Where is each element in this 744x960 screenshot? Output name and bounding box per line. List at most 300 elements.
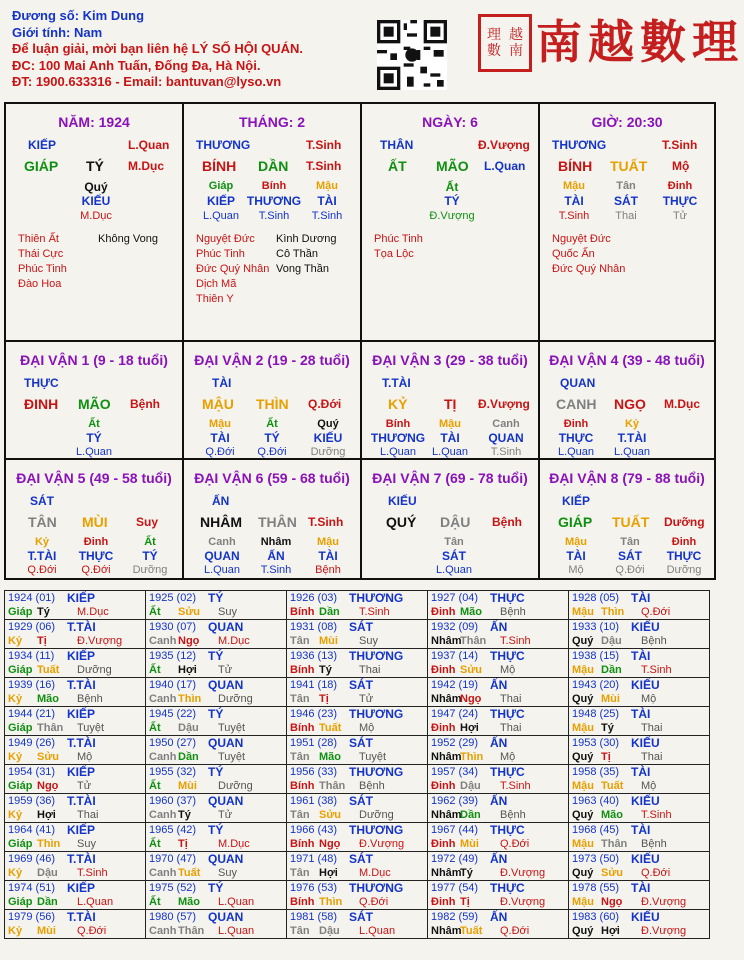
hidden-ts: Q.Đới (205, 446, 235, 458)
annual-chi: Mão (178, 896, 200, 908)
dai-van-title: ĐẠI VẬN 3 (29 - 38 tuổi) (372, 352, 528, 368)
annual-ts: L.Quan (77, 896, 114, 908)
annual-chi: Hợi (37, 809, 56, 821)
bazi-chart (4, 102, 716, 580)
annual-cell (569, 852, 710, 881)
hidden-sao: QUAN (204, 549, 240, 563)
year-label: 1925 (02) (149, 592, 197, 604)
hidden-ts: L.Quan (75, 446, 113, 458)
annual-ts: Tử (218, 809, 233, 821)
annual-chi: Dậu (178, 722, 199, 734)
annual-chi: Dần (319, 606, 340, 618)
year-label: 1952 (29) (431, 737, 479, 749)
annual-can: Mậu (572, 722, 594, 734)
table-row (5, 794, 710, 823)
dai-van-can: GIÁP (558, 514, 593, 530)
dai-van-ts: Bệnh (492, 515, 522, 529)
pillar-chi: DẦN (258, 158, 289, 174)
annual-cell (569, 591, 710, 620)
dai-van-can: CANH (556, 396, 597, 412)
annual-chi: Ngọ (601, 896, 623, 908)
annual-ts: Tuyệt (218, 751, 246, 763)
hidden-stem: Kỷ (34, 536, 50, 548)
annual-ts: M.Dục (77, 606, 109, 618)
annual-can: Mậu (572, 838, 594, 850)
annual-sao: THỰC (490, 591, 525, 605)
annual-sao: TÀI (631, 881, 651, 895)
hidden-sao: TÀI (210, 431, 230, 445)
annual-chi: Mão (37, 693, 59, 705)
year-label: 1947 (24) (431, 708, 479, 720)
annual-can: Ất (149, 780, 161, 792)
star: Vong Thần (276, 263, 330, 275)
annual-chi: Mão (460, 606, 482, 618)
annual-chi: Sửu (178, 606, 201, 618)
pillar-title: NGÀY: 6 (422, 114, 478, 130)
dai-van-chi: MÃO (78, 396, 111, 412)
annual-chi: Mùi (178, 780, 197, 792)
annual-sao: THỰC (490, 765, 525, 779)
annual-cell (428, 591, 569, 620)
hidden-stem: Canh (208, 536, 236, 548)
annual-cell (146, 649, 287, 678)
annual-ts: Suy (218, 867, 237, 879)
annual-can: Kỷ (8, 635, 23, 647)
year-label: 1926 (03) (290, 592, 338, 604)
hidden-ts: M.Dục (80, 210, 112, 222)
annual-sao: ẤN (490, 678, 508, 692)
annual-can: Bính (290, 896, 315, 908)
hidden-stem: Nhâm (260, 536, 292, 548)
annual-cell (428, 620, 569, 649)
hidden-sao: QUAN (488, 431, 524, 445)
annual-sao: SÁT (349, 736, 373, 750)
year-label: 1935 (12) (149, 650, 197, 662)
dai-van-sao: KIẾU (388, 494, 417, 508)
annual-chi: Tị (601, 751, 611, 763)
seal-char: 南 (509, 43, 523, 59)
star: Kình Dương (276, 233, 337, 245)
dai-van-ts: Bệnh (130, 397, 160, 411)
hidden-sao: THỰC (662, 194, 698, 208)
annual-ts: Bệnh (500, 606, 526, 618)
annual-can: Tân (290, 693, 310, 705)
year-label: 1924 (01) (8, 592, 56, 604)
annual-ts: Mộ (641, 780, 657, 792)
annual-can: Đinh (431, 722, 456, 734)
annual-sao: QUAN (208, 794, 244, 808)
header-info (12, 8, 303, 91)
annual-chi: Tị (460, 896, 470, 908)
annual-can: Kỷ (8, 809, 23, 821)
annual-chi: Thìn (601, 606, 625, 618)
annual-ts: Thai (500, 722, 522, 734)
annual-chi: Dần (178, 751, 199, 763)
year-label: 1945 (22) (149, 708, 197, 720)
dai-van-chi: TỊ (444, 396, 457, 412)
annual-chi: Ngọ (319, 838, 341, 850)
pillar-title: THÁNG: 2 (238, 114, 306, 130)
hidden-ts: L.Quan (202, 210, 240, 222)
annual-luck-table (4, 590, 710, 939)
pillar-top-sao: THÂN (380, 138, 414, 152)
year-label: 1927 (04) (431, 592, 479, 604)
hidden-sao: THƯƠNG (370, 431, 426, 445)
annual-can: Mậu (572, 780, 594, 792)
annual-sao: TÝ (208, 881, 224, 895)
annual-cell (146, 678, 287, 707)
year-label: 1983 (60) (572, 911, 620, 923)
year-label: 1944 (21) (8, 708, 56, 720)
annual-chi: Tuất (601, 780, 624, 792)
annual-chi: Tuất (178, 867, 201, 879)
annual-ts: Tử (359, 693, 374, 705)
annual-can: Mậu (572, 896, 594, 908)
annual-sao: KIẾU (631, 794, 660, 808)
year-label: 1953 (30) (572, 737, 620, 749)
annual-chi: Tuất (37, 664, 60, 676)
dai-van-title: ĐẠI VẬN 1 (9 - 18 tuổi) (20, 352, 168, 368)
pillar-top-ts: L.Quan (128, 138, 170, 152)
annual-can: Ất (149, 896, 161, 908)
annual-cell (428, 649, 569, 678)
year-label: 1961 (38) (290, 795, 338, 807)
dai-van-chi: MÙI (82, 514, 108, 530)
annual-cell (428, 707, 569, 736)
annual-cell (569, 794, 710, 823)
star: Đức Quý Nhân (196, 263, 270, 275)
dai-van-ts: Suy (136, 515, 159, 529)
pillar-day (362, 104, 540, 342)
annual-cell (428, 910, 569, 939)
annual-cell (5, 649, 146, 678)
dai-van-sao: KIẾP (562, 494, 591, 508)
dai-van-7 (362, 460, 540, 578)
annual-cell (569, 678, 710, 707)
annual-cell (428, 794, 569, 823)
annual-sao: SÁT (349, 852, 373, 866)
dai-van-5 (6, 460, 184, 578)
annual-sao: KIẾP (67, 881, 96, 895)
hidden-ts: L.Quan (613, 446, 651, 458)
annual-ts: Mộ (500, 664, 516, 676)
dai-van-chi: TUẤT (612, 514, 650, 530)
annual-ts: Mộ (359, 722, 375, 734)
annual-ts: Bệnh (500, 809, 526, 821)
stars-right (98, 232, 158, 247)
annual-chi: Thìn (319, 896, 343, 908)
annual-ts: Đ.Vượng (359, 838, 405, 850)
year-label: 1942 (19) (431, 679, 479, 691)
annual-ts: Đ.Vượng (641, 896, 687, 908)
dai-van-chi: DẬU (440, 514, 471, 530)
star: Quốc Ấn (552, 248, 595, 260)
annual-chi: Thân (37, 722, 64, 734)
annual-can: Quý (572, 809, 594, 821)
annual-ts: Thai (641, 751, 663, 763)
annual-cell (569, 823, 710, 852)
annual-can: Đinh (431, 896, 456, 908)
annual-chi: Thân (319, 780, 346, 792)
annual-sao: TÀI (631, 823, 651, 837)
year-label: 1965 (42) (149, 824, 197, 836)
annual-can: Nhâm (431, 925, 462, 937)
annual-can: Đinh (431, 606, 456, 618)
annual-chi: Hợi (319, 867, 338, 879)
year-label: 1939 (16) (8, 679, 56, 691)
pillar-top-ts: Đ.Vượng (478, 138, 530, 152)
pillar-chi-ts: M.Dục (128, 159, 164, 173)
annual-cell (5, 794, 146, 823)
annual-can: Canh (149, 751, 177, 763)
qr-code-icon[interactable] (377, 20, 447, 90)
annual-cell (287, 678, 428, 707)
hidden-sao: KIẾU (313, 431, 343, 445)
annual-can: Đinh (431, 664, 456, 676)
annual-cell (428, 678, 569, 707)
hidden-ts: L.Quan (379, 446, 417, 458)
annual-cell (5, 591, 146, 620)
dai-van-title: ĐẠI VẬN 2 (19 - 28 tuổi) (194, 352, 350, 368)
dai-van-title: ĐẠI VẬN 4 (39 - 48 tuổi) (549, 352, 705, 368)
annual-chi: Ngọ (37, 780, 59, 792)
phone-email-line: ĐT: 1900.633316 - Email: bantuvan@lyso.vn (12, 74, 282, 89)
hidden-sao: TÝ (444, 194, 460, 208)
annual-cell (428, 736, 569, 765)
dai-van-4 (540, 342, 714, 460)
annual-chi: Thìn (37, 838, 61, 850)
annual-can: Giáp (8, 606, 33, 618)
annual-chi: Thân (178, 925, 205, 937)
annual-can: Canh (149, 925, 177, 937)
annual-sao: SÁT (349, 678, 373, 692)
hidden-stem: Quý (84, 180, 108, 194)
hidden-ts: Q.Đới (81, 564, 111, 576)
annual-chi: Ngọ (460, 693, 482, 705)
annual-cell (5, 765, 146, 794)
year-label: 1981 (58) (290, 911, 338, 923)
dai-van-ts: Đ.Vượng (478, 397, 530, 411)
annual-cell (5, 881, 146, 910)
year-label: 1970 (47) (149, 853, 197, 865)
annual-sao: THƯƠNG (349, 765, 404, 779)
annual-sao: KIẾP (67, 707, 96, 721)
annual-chi: Tị (319, 693, 329, 705)
annual-can: Quý (572, 635, 594, 647)
annual-sao: ẤN (490, 910, 508, 924)
annual-sao: TÝ (208, 649, 224, 663)
annual-sao: T.TÀI (67, 794, 96, 808)
annual-cell (5, 620, 146, 649)
annual-chi: Thân (601, 838, 628, 850)
hidden-sao: T.TÀI (617, 431, 647, 445)
dai-van-can: KỶ (388, 396, 408, 412)
year-label: 1967 (44) (431, 824, 479, 836)
dai-van-can: MẬU (202, 396, 234, 412)
annual-can: Kỷ (8, 693, 23, 705)
hidden-stem: Mậu (565, 536, 587, 548)
annual-chi: Mão (601, 809, 623, 821)
annual-ts: L.Quan (359, 925, 396, 937)
dai-van-can: NHÂM (200, 514, 242, 530)
annual-cell (569, 765, 710, 794)
annual-cell (5, 736, 146, 765)
annual-chi: Thìn (178, 693, 202, 705)
annual-ts: Tử (218, 664, 233, 676)
hidden-ts: Thai (615, 210, 637, 222)
annual-sao: QUAN (208, 736, 244, 750)
dai-van-title: ĐẠI VẬN 8 (79 - 88 tuổi) (549, 470, 705, 486)
hidden-ts: Đ.Vượng (429, 210, 475, 222)
year-label: 1931 (08) (290, 621, 338, 633)
annual-cell (287, 823, 428, 852)
annual-chi: Dậu (37, 867, 58, 879)
annual-cell (428, 881, 569, 910)
annual-sao: QUAN (208, 852, 244, 866)
annual-ts: Q.Đới (500, 838, 530, 850)
year-label: 1962 (39) (431, 795, 479, 807)
year-label: 1938 (15) (572, 650, 620, 662)
stars-left (196, 232, 269, 307)
annual-cell (146, 591, 287, 620)
annual-chi: Hợi (601, 925, 620, 937)
annual-sao: T.TÀI (67, 678, 96, 692)
hidden-sao: TÀI (318, 549, 338, 563)
year-label: 1949 (26) (8, 737, 56, 749)
annual-sao: THƯƠNG (349, 881, 404, 895)
dai-van-sao: ẤN (212, 494, 230, 508)
star: Cô Thần (276, 248, 318, 260)
year-label: 1958 (35) (572, 766, 620, 778)
hidden-ts: Dưỡng (310, 446, 346, 458)
annual-ts: Bệnh (641, 838, 667, 850)
pillar-can: BÍNH (202, 158, 237, 174)
dai-van-chi: THÌN (256, 396, 289, 412)
hidden-ts: T.Sinh (311, 210, 343, 222)
year-label: 1943 (20) (572, 679, 620, 691)
dai-van-chi: NGỌ (614, 396, 646, 412)
star: Phúc Tinh (196, 248, 245, 260)
hidden-sao: TÝ (142, 549, 158, 563)
star: Đào Hoa (18, 278, 62, 290)
hidden-stem: Mậu (209, 418, 231, 430)
dai-van-can: TÂN (28, 514, 57, 530)
hidden-sao: THỰC (666, 549, 702, 563)
annual-ts: Dưỡng (218, 780, 253, 792)
year-label: 1954 (31) (8, 766, 56, 778)
hidden-stem: Ất (144, 536, 156, 548)
hidden-ts: Q.Đới (615, 564, 645, 576)
hidden-sao: THỰC (78, 549, 114, 563)
annual-chi: Dần (460, 809, 481, 821)
year-label: 1980 (57) (149, 911, 197, 923)
hidden-stem: Ất (266, 418, 278, 430)
annual-sao: TÝ (208, 707, 224, 721)
annual-can: Quý (572, 867, 594, 879)
hidden-sao: TÀI (317, 194, 337, 208)
dai-van-title: ĐẠI VẬN 6 (59 - 68 tuổi) (194, 470, 350, 486)
annual-sao: T.TÀI (67, 736, 96, 750)
annual-cell (569, 736, 710, 765)
annual-sao: THƯƠNG (349, 823, 404, 837)
pillar-month (184, 104, 362, 342)
annual-ts: Dưỡng (218, 693, 253, 705)
annual-cell (287, 591, 428, 620)
annual-ts: M.Dục (359, 867, 391, 879)
annual-cell (146, 736, 287, 765)
dai-van-sao: THỰC (24, 376, 59, 390)
annual-can: Tân (290, 867, 310, 879)
pillar-title: GIỜ: 20:30 (591, 114, 663, 130)
hidden-sao: TÀI (564, 194, 584, 208)
annual-sao: ẤN (490, 736, 508, 750)
pillar-top-sao: KIẾP (28, 138, 57, 152)
year-label: 1971 (48) (290, 853, 338, 865)
hidden-ts: T.Sinh (490, 446, 522, 458)
hidden-ts: Q.Đới (257, 446, 287, 458)
annual-can: Tân (290, 635, 310, 647)
year-label: 1966 (43) (290, 824, 338, 836)
hidden-sao: TÀI (566, 549, 586, 563)
annual-sao: THƯƠNG (349, 707, 404, 721)
annual-can: Bính (290, 664, 315, 676)
annual-can: Mậu (572, 606, 594, 618)
hidden-sao: THỰC (558, 431, 594, 445)
annual-cell (146, 823, 287, 852)
annual-sao: THƯƠNG (349, 649, 404, 663)
hidden-stem: Đinh (83, 536, 109, 548)
hidden-ts: Dưỡng (666, 564, 702, 576)
red-seal-stamp (478, 14, 532, 72)
star: Thiên Ất (18, 233, 59, 245)
annual-chi: Dậu (601, 635, 622, 647)
annual-cell (569, 620, 710, 649)
annual-sao: TÀI (631, 649, 651, 663)
annual-sao: T.TÀI (67, 852, 96, 866)
annual-ts: Đ.Vượng (77, 635, 123, 647)
annual-ts: Q.Đới (359, 896, 389, 908)
hidden-stem: Kỷ (624, 418, 640, 430)
annual-sao: T.TÀI (67, 910, 96, 924)
year-label: 1974 (51) (8, 882, 56, 894)
year-label: 1955 (32) (149, 766, 197, 778)
hidden-ts: Mộ (568, 564, 584, 576)
annual-chi: Dần (601, 664, 622, 676)
pillar-top-sao: THƯƠNG (552, 138, 607, 152)
hidden-stem: Giáp (208, 180, 234, 192)
pillar-top-ts: T.Sinh (306, 138, 342, 152)
dai-van-sao: SÁT (30, 494, 54, 508)
year-label: 1946 (23) (290, 708, 338, 720)
annual-can: Bính (290, 606, 315, 618)
annual-cell (287, 765, 428, 794)
annual-can: Đinh (431, 780, 456, 792)
annual-can: Kỷ (8, 925, 23, 937)
year-label: 1978 (55) (572, 882, 620, 894)
pillar-chi: MÃO (436, 158, 469, 174)
annual-ts: L.Quan (218, 925, 255, 937)
annual-ts: Q.Đới (641, 606, 671, 618)
dai-van-sao: QUAN (560, 376, 596, 390)
year-label: 1979 (56) (8, 911, 56, 923)
annual-sao: TÀI (631, 765, 651, 779)
annual-sao: TÝ (208, 591, 224, 605)
pillar-top-ts: T.Sinh (662, 138, 698, 152)
annual-ts: Thai (359, 664, 381, 676)
hidden-sao: KIẾP (206, 194, 235, 208)
hidden-ts: T.Sinh (260, 564, 292, 576)
table-row (5, 736, 710, 765)
